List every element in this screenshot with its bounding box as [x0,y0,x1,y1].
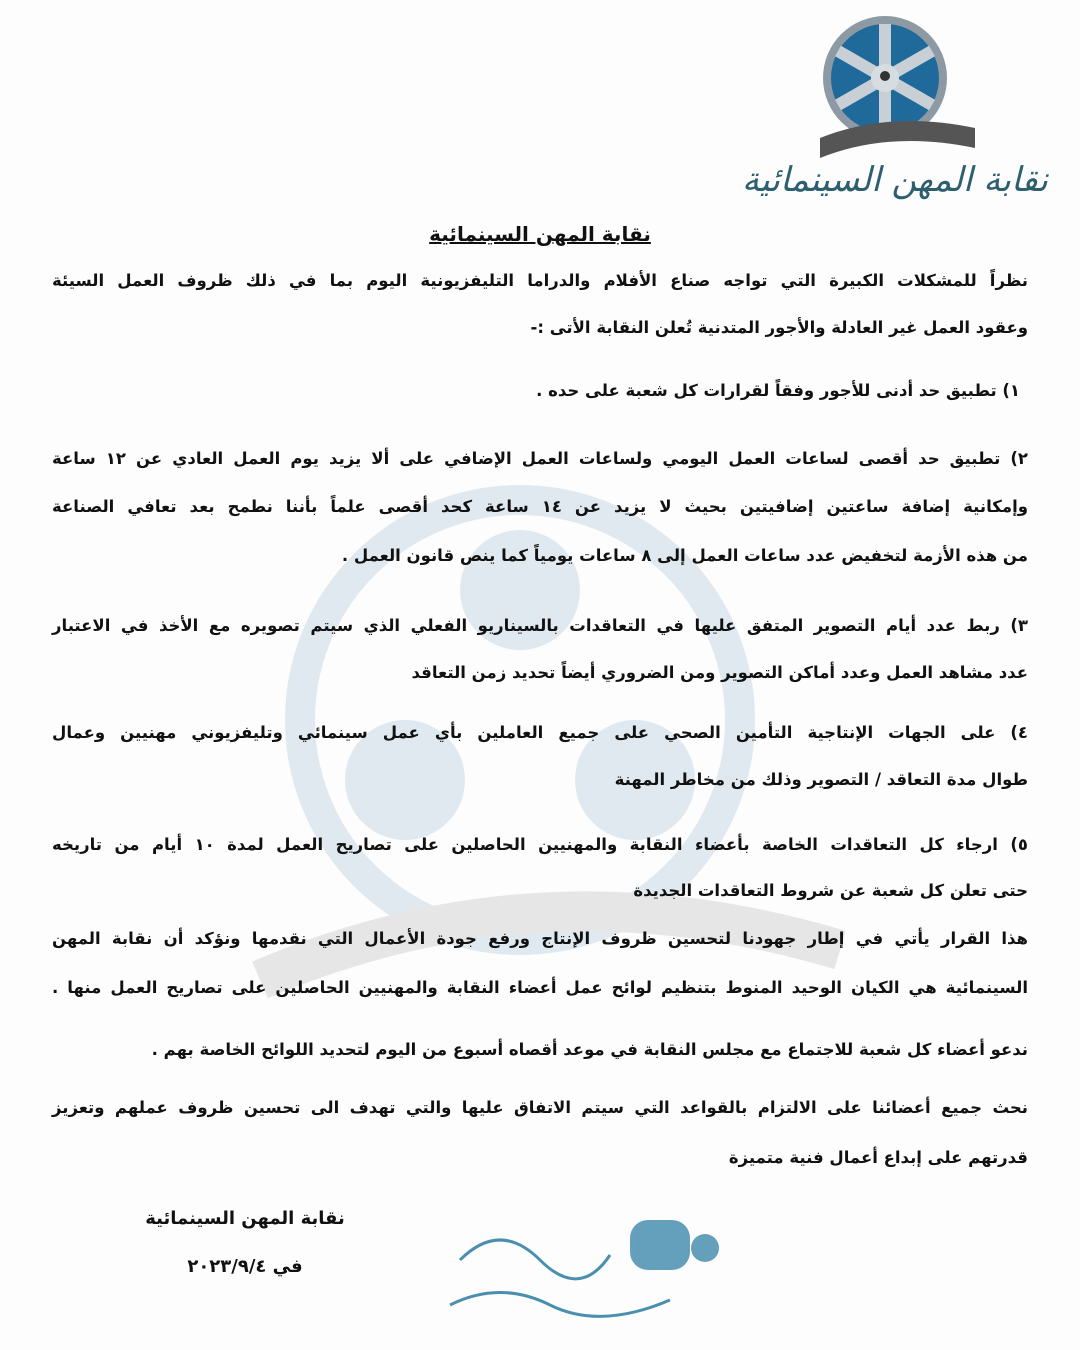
closing-line: قدرتهم على إبداع أعمال فنية متميزة [728,1148,1028,1167]
item-2-line: من هذه الأزمة لتخفيض عدد ساعات العمل إلى ٨ ساعات يومياً كما ينص قانون العمل . [341,546,1028,565]
item-3-line: ٣) ربط عدد أيام التصوير المتفق عليها في التعاقدات بالسيناريو الفعلي الذي سيتم تصويره مع الأخذ في الاعتبار [52,616,1028,635]
page-title: نقابة المهن السينمائية [429,222,651,246]
item-3-line: عدد مشاهد العمل وعدد أماكن التصوير ومن الضروري أيضاً تحديد زمن التعاقد [411,663,1028,682]
film-reel-logo-icon [800,10,980,160]
intro-line: نظراً للمشكلات الكبيرة التي تواجه صناع الأفلام والدراما التليفزيونية اليوم بما في ذلك ظروف العمل السيئة [52,271,1028,290]
item-1: ١) تطبيق حد أدنى للأجور وفقاً لقرارات كل شعبة على حده . [536,381,1020,400]
item-2-line: وإمكانية إضافة ساعتين إضافيتين بحيث لا يزيد عن ١٤ ساعة كحد أقصى علماً بأننا نطمح بعد تعافي الصناعة [52,497,1028,516]
item-4-line: ٤) على الجهات الإنتاجية التأمين الصحي على جميع العاملين بأي عمل سينمائي وتليفزيوني مهنيين وعمال [52,723,1028,742]
item-4-line: طوال مدة التعاقد / التصوير وذلك من مخاطر المهنة [614,770,1028,789]
signature-name: نقابة المهن السينمائية [145,1208,345,1229]
signature-date: في ٢٠٢٣/٩/٤ [187,1256,303,1277]
item-2-line: ٢) تطبيق حد أقصى لساعات العمل اليومي ولساعات العمل الإضافي على ألا يزيد يوم العمل العادي عن ١٢ ساعة [52,449,1028,468]
closing-line: نحث جميع أعضائنا على الالتزام بالقواعد التي سيتم الاتفاق عليها والتي تهدف الى تحسين ظروف عملهم وتعزيز [52,1098,1028,1117]
closing-line: السينمائية هي الكيان الوحيد المنوط بتنظيم لوائح عمل أعضاء النقابة والمهنيين الحاصلين على تصاريح العمل منها . [52,978,1028,997]
item-5-line: ٥) ارجاء كل التعاقدات الخاصة بأعضاء النقابة والمهنيين الحاصلين على تصاريح العمل لمدة ١٠ أيام من تاريخه [52,835,1028,854]
item-5-line: حتى تعلن كل شعبة عن شروط التعاقدات الجديدة [633,881,1028,900]
closing-line: هذا القرار يأتي في إطار جهودنا لتحسين ظروف الإنتاج ورفع جودة الأعمال التي نقدمها ونؤكد أن نقابة المهن [52,929,1028,948]
intro-line: وعقود العمل غير العادلة والأجور المتدنية تُعلن النقابة الأتى :- [530,318,1028,337]
logo-text: نقابة المهن السينمائية [742,160,1048,200]
closing-line: ندعو أعضاء كل شعبة للاجتماع مع مجلس النقابة في موعد أقصاه أسبوع من اليوم لتحديد اللوائح الخاصة بهم . [151,1040,1028,1059]
stamp-icon [440,1200,730,1325]
